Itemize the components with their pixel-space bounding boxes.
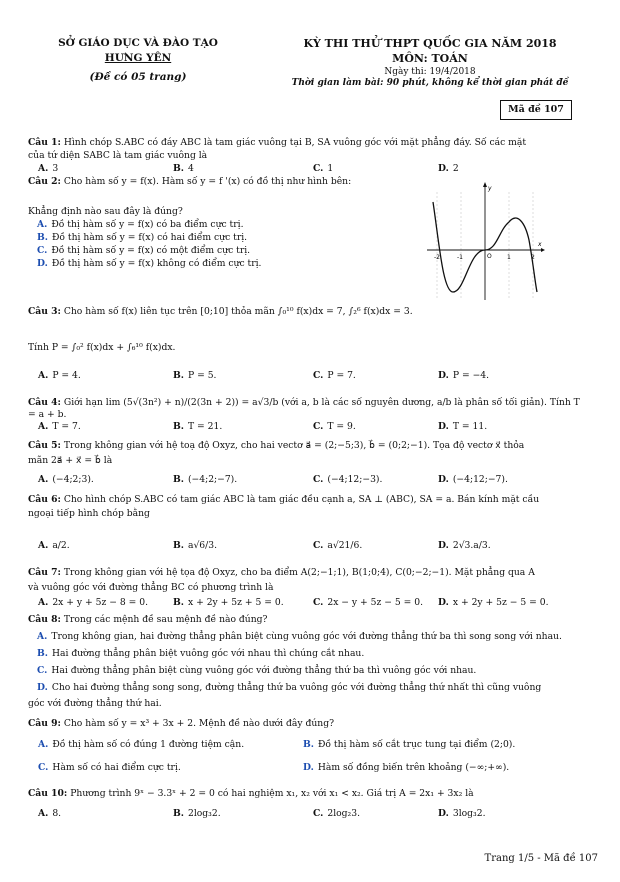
question-label: Câu 9: xyxy=(28,718,61,729)
question-text-cont: mãn 2a⃗ + x⃗ = b⃗ là xyxy=(28,455,113,466)
question-label: Câu 8: xyxy=(28,614,61,625)
question-text: Giới hạn lim (5√(3n²) + n)/(2(3n + 2)) = a√3/b (với a, b là các số nguyên dương, a/b là phân số tối giản). Tính T = a + b. xyxy=(28,397,580,420)
pages-note: (Đề có 05 trang) xyxy=(89,71,187,84)
header-right xyxy=(270,37,590,89)
option-d[interactable]: D. T = 11. xyxy=(438,421,488,432)
question-text: Trong không gian với hệ tọa độ Oxyz, cho ba điểm A(2;−1;1), B(1;0;4), C(0;−2;−1). Mặt phẳng qua A xyxy=(63,567,535,578)
options-q6 xyxy=(28,540,598,553)
option-d[interactable]: D. P = −4. xyxy=(438,370,490,381)
options-q10 xyxy=(28,808,598,821)
x-tick: -1 xyxy=(457,254,463,261)
option-b[interactable]: B. a√6/3. xyxy=(173,540,218,551)
x-tick: 1 xyxy=(507,254,511,261)
options-q5 xyxy=(28,474,598,487)
question-3 xyxy=(28,306,588,318)
x-axis-label: x xyxy=(538,241,542,248)
question-text-cont: ngoại tiếp hình chóp bằng xyxy=(28,508,150,519)
option-d[interactable]: D. Đồ thị hàm số y = f(x) không có điểm cực trị. xyxy=(37,258,262,269)
option-d[interactable]: D. 2√3.a/3. xyxy=(438,540,491,551)
question-prompt: Khẳng định nào sau đây là đúng? xyxy=(28,206,183,217)
option-c[interactable]: C. P = 7. xyxy=(313,370,356,381)
option-a[interactable]: A. Trong không gian, hai đường thẳng phân biệt cùng vuông góc với đường thẳng thứ ba thì song song với nhau. xyxy=(37,631,562,642)
option-a[interactable]: A. 2x + y + 5z − 8 = 0. xyxy=(38,597,148,608)
province-name: HƯNG YÊN xyxy=(104,52,172,65)
option-c[interactable]: C. T = 9. xyxy=(313,421,356,432)
option-c[interactable]: C. 2x − y + 5z − 5 = 0. xyxy=(313,597,424,608)
options-q3 xyxy=(28,370,598,383)
x-tick: -2 xyxy=(434,254,440,261)
option-d-cont: góc với đường thẳng thứ hai. xyxy=(28,698,162,709)
question-5 xyxy=(28,440,588,452)
option-b[interactable]: B. 2log₃2. xyxy=(173,808,221,819)
question-label: Câu 3: xyxy=(28,306,61,317)
question-text: Cho hàm số y = f(x). Hàm số y = f '(x) có đồ thị như hình bên: xyxy=(63,176,352,187)
header-left xyxy=(38,37,238,86)
option-d[interactable]: D. 3log₃2. xyxy=(438,808,486,819)
option-b[interactable]: B. P = 5. xyxy=(173,370,217,381)
question-text: Cho hàm số f(x) liên tục trên [0;10] thỏa mãn ∫₀¹⁰ f(x)dx = 7, ∫₂⁶ f(x)dx = 3. xyxy=(63,306,413,317)
option-d[interactable]: D. 2 xyxy=(438,163,459,174)
question-text: Phương trình 9ˣ − 3.3ˣ + 2 = 0 có hai nghiệm x₁, x₂ với x₁ < x₂. Giá trị A = 2x₁ + 3x₂ là xyxy=(70,788,474,799)
option-a[interactable]: A. Đồ thị hàm số có đúng 1 đường tiệm cận. xyxy=(38,739,245,750)
exam-title: KỲ THI THỬ THPT QUỐC GIA NĂM 2018 xyxy=(303,37,557,50)
exam-duration: Thời gian làm bài: 90 phút, không kể thời gian phát đề xyxy=(291,77,569,88)
origin-label: O xyxy=(487,253,492,260)
question-label: Câu 7: xyxy=(28,567,61,578)
subject: MÔN: TOÁN xyxy=(392,51,468,65)
option-c[interactable]: C. 2log₂3. xyxy=(313,808,361,819)
question-text: Trong các mệnh đề sau mệnh đề nào đúng? xyxy=(63,614,268,625)
exam-code-box: Mã đề 107 xyxy=(500,100,572,120)
question-text: Cho hình chóp S.ABC có tam giác ABC là tam giác đều cạnh a, SA ⊥ (ABC), SA = a. Bán kính mặt cầu xyxy=(63,494,540,505)
options-q9-row2 xyxy=(28,762,598,775)
option-c[interactable]: C. Hai đường thẳng phân biệt cùng vuông góc với đường thẳng thứ ba thì vuông góc với nhau. xyxy=(37,665,477,676)
x-tick: 2 xyxy=(531,254,535,261)
option-b[interactable]: B. Đồ thị hàm số cắt trục tung tại điểm (2;0). xyxy=(303,739,516,750)
question-text: Trong không gian với hệ toạ độ Oxyz, cho hai vectơ a⃗ = (2;−5;3), b⃗ = (0;2;−1). Tọa độ vectơ x⃗ thỏa xyxy=(63,440,525,451)
question-label: Câu 5: xyxy=(28,440,61,451)
question-text: Hình chóp S.ABC có đáy ABC là tam giác vuông tại B, SA vuông góc với mặt phẳng đáy. Số các mặt xyxy=(63,137,527,148)
option-c[interactable]: C. 1 xyxy=(313,163,334,174)
question-text-cont: và vuông góc với đường thẳng BC có phương trình là xyxy=(28,582,274,593)
question-text-cont: của tứ diện SABC là tam giác vuông là xyxy=(28,150,208,161)
exam-date: Ngày thi: 19/4/2018 xyxy=(384,66,476,77)
question-4 xyxy=(28,397,588,420)
options-q9-row1 xyxy=(28,739,598,752)
option-c[interactable]: C. (−4;12;−3). xyxy=(313,474,383,485)
option-a[interactable]: A. T = 7. xyxy=(38,421,81,432)
page-footer: Trang 1/5 - Mã đề 107 xyxy=(484,853,598,864)
question-7 xyxy=(28,567,588,579)
question-10 xyxy=(28,788,588,800)
option-b[interactable]: B. 4 xyxy=(173,163,194,174)
question-9 xyxy=(28,718,588,730)
derivative-graph xyxy=(425,182,545,304)
option-b[interactable]: B. T = 21. xyxy=(173,421,223,432)
question-6 xyxy=(28,494,588,506)
y-axis-label: y xyxy=(488,185,492,192)
options-q7 xyxy=(28,597,598,610)
option-a[interactable]: A. P = 4. xyxy=(38,370,81,381)
option-d[interactable]: D. Cho hai đường thẳng song song, đường thẳng thứ ba vuông góc với đường thẳng thứ nhất thì cũng vuông xyxy=(37,682,542,693)
question-label: Câu 10: xyxy=(28,788,68,799)
option-b[interactable]: B. x + 2y + 5z + 5 = 0. xyxy=(173,597,284,608)
option-a[interactable]: A. 8. xyxy=(38,808,62,819)
option-d[interactable]: D. Hàm số đồng biến trên khoảng (−∞;+∞). xyxy=(303,762,510,773)
department-name: SỞ GIÁO DỤC VÀ ĐÀO TẠO xyxy=(58,37,218,49)
question-label: Câu 4: xyxy=(28,397,61,408)
options-q1 xyxy=(28,163,598,176)
question-label: Câu 2: xyxy=(28,176,61,187)
question-label: Câu 1: xyxy=(28,137,61,148)
question-label: Câu 6: xyxy=(28,494,61,505)
option-d[interactable]: D. x + 2y + 5z − 5 = 0. xyxy=(438,597,549,608)
option-c[interactable]: C. a√21/6. xyxy=(313,540,363,551)
option-b[interactable]: B. Đồ thị hàm số y = f(x) có hai điểm cực trị. xyxy=(37,232,248,243)
option-c[interactable]: C. Hàm số có hai điểm cực trị. xyxy=(38,762,181,773)
options-q4 xyxy=(28,421,598,434)
question-text: Cho hàm số y = x³ + 3x + 2. Mệnh đề nào dưới đây đúng? xyxy=(63,718,335,729)
option-a[interactable]: A. Đồ thị hàm số y = f(x) có ba điểm cực trị. xyxy=(37,219,244,230)
option-a[interactable]: A. (−4;2;3). xyxy=(38,474,94,485)
option-a[interactable]: A. a/2. xyxy=(38,540,70,551)
question-8 xyxy=(28,614,588,626)
question-1 xyxy=(28,137,588,149)
question-text-cont: Tính P = ∫₀² f(x)dx + ∫₆¹⁰ f(x)dx. xyxy=(28,342,176,353)
option-c[interactable]: C. Đồ thị hàm số y = f(x) có một điểm cực trị. xyxy=(37,245,251,256)
option-d[interactable]: D. (−4;12;−7). xyxy=(438,474,508,485)
option-b[interactable]: B. (−4;2;−7). xyxy=(173,474,238,485)
option-a[interactable]: A. 3 xyxy=(38,163,59,174)
option-b[interactable]: B. Hai đường thẳng phân biệt vuông góc với nhau thì chúng cắt nhau. xyxy=(37,648,365,659)
